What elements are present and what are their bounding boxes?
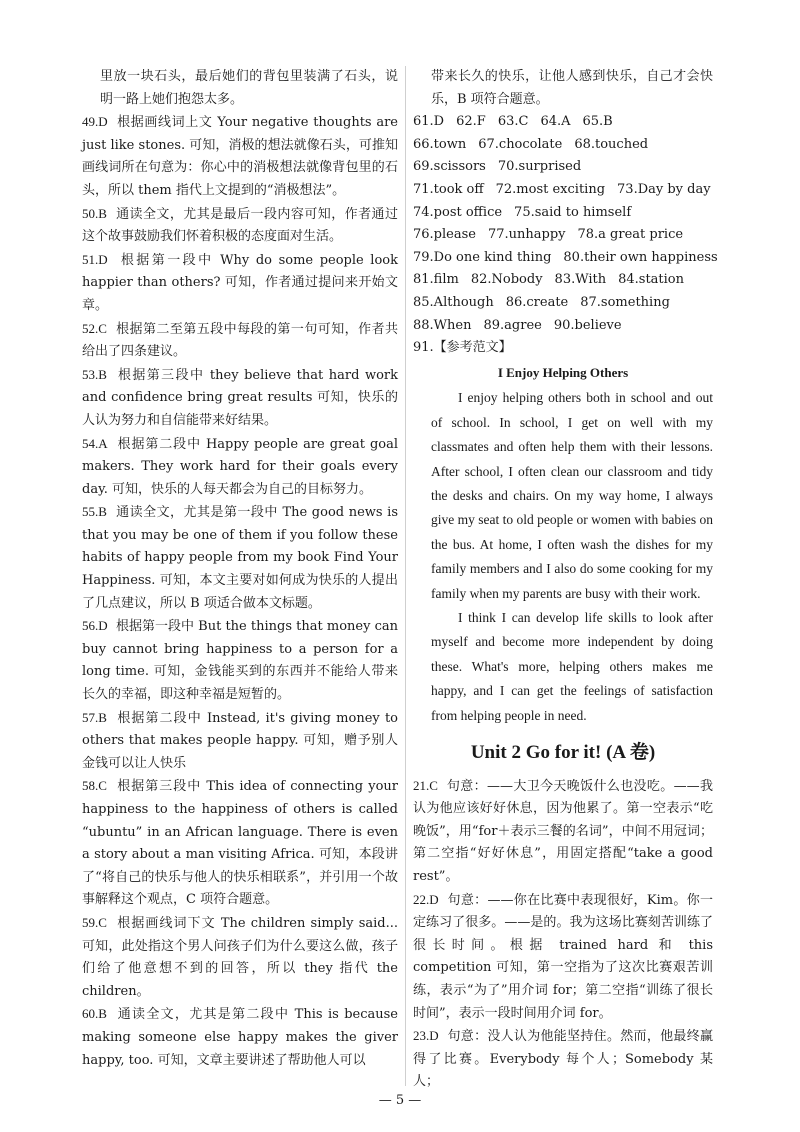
answer-text: 通读全文，尤其是第一段中 The good news is that you may be one of them if you follow these habits of happy people from my book Find Your Happiness. 可知，本文主要对如何成为快乐的人提出了几点建议，所以 B 项适合做本文标题。 bbox=[82, 505, 398, 611]
answer-key-line bbox=[413, 202, 713, 225]
answer-key: 73.Day by day bbox=[617, 181, 711, 197]
column-divider bbox=[405, 66, 406, 1086]
answer-number: 23.D bbox=[413, 1028, 439, 1044]
answer-number: 22.D bbox=[413, 891, 439, 907]
answer-key: 82.Nobody bbox=[470, 272, 543, 288]
answer-number: 57.B bbox=[82, 709, 107, 725]
page-number: — 5 — bbox=[378, 1093, 422, 1108]
answer-key: 68.touched bbox=[574, 136, 649, 152]
answer-key-line bbox=[413, 134, 713, 157]
answer-key-line bbox=[413, 111, 713, 134]
answer-key-line bbox=[413, 156, 713, 179]
answer-key: 76.please bbox=[413, 227, 476, 243]
answer-item bbox=[82, 364, 398, 433]
answer-key-line bbox=[413, 269, 713, 292]
answer-key: 70.surprised bbox=[497, 159, 582, 175]
answer-item bbox=[82, 111, 398, 202]
answer-item: 里放一块石头，最后她们的背包里装满了石头，说明一路上她们抱怨太多。 bbox=[100, 69, 398, 107]
answer-number: 60.B bbox=[82, 1006, 107, 1022]
answer-key: 62.F bbox=[456, 114, 486, 130]
answer-item bbox=[82, 318, 398, 364]
answer-key: 87.something bbox=[580, 294, 670, 310]
unit-heading: Unit 2 Go for it! (A 卷) bbox=[470, 742, 656, 763]
answer-item bbox=[413, 1025, 713, 1094]
answer-item bbox=[82, 615, 398, 706]
answer-key-line bbox=[413, 179, 713, 202]
answer-key: 79.Do one kind thing bbox=[413, 249, 552, 265]
answer-key: 75.said to himself bbox=[514, 204, 632, 220]
answer-key: 63.C bbox=[497, 114, 529, 130]
answer-item bbox=[82, 203, 398, 249]
answer-key-line bbox=[413, 315, 713, 338]
answer-item bbox=[82, 912, 398, 1003]
answer-key: 65.B bbox=[582, 114, 613, 130]
answer-text: 根据第三段中 This idea of connecting your happiness to the happiness of others is called “ubuntu” in an African language. There is even a story about a man visiting Africa. 可知，本段讲了“将自己的快乐与他人的快乐相联系”，并引用一个故事解释这个观点，C 项符合题意。 bbox=[82, 779, 398, 908]
answer-key: 86.create bbox=[505, 294, 569, 310]
answer-key-line bbox=[413, 247, 718, 270]
answer-item bbox=[82, 433, 398, 502]
answer-key: 80.their own happiness bbox=[563, 249, 718, 265]
answer-key: 61.D bbox=[413, 114, 445, 130]
answer-key: 81.film bbox=[413, 272, 459, 288]
answer-number: 51.D bbox=[82, 251, 108, 267]
answer-number: 59.C bbox=[82, 914, 107, 930]
answer-key: 84.station bbox=[618, 272, 685, 288]
answer-key: 74.post office bbox=[413, 204, 503, 220]
answer-key: 69.scissors bbox=[413, 159, 486, 175]
left-column bbox=[82, 66, 398, 1072]
answer-text: 句意：——大卫今天晚饭什么也没吃。——我认为他应该好好休息，因为他累了。第一空表示“吃晚饭”，用“for＋表示三餐的名词”，中间不用冠词；第二空指“好好休息”，用固定搭配“take a good rest”。 bbox=[413, 778, 713, 884]
answer-number: 55.B bbox=[82, 504, 107, 520]
answer-item bbox=[82, 249, 398, 318]
answer-text: 根据画线词下文 The children simply said... 可知，此处指这个男人问孩子们为什么要这么做，孩子们给了他意想不到的回答，所以 they 指代 the children。 bbox=[82, 915, 398, 999]
answer-key: 89.agree bbox=[483, 317, 542, 333]
answer-key: 67.chocolate bbox=[478, 136, 563, 152]
answer-item bbox=[413, 775, 713, 889]
answer-key-list bbox=[413, 111, 718, 337]
answer-key: 78.a great price bbox=[577, 227, 684, 243]
answer-number: 58.C bbox=[82, 778, 107, 794]
answer-text: 根据第一段中 Why do some people look happier than others? 可知，作者通过提问来开始文章。 bbox=[82, 252, 398, 313]
answer-text: 根据第二段中 Happy people are great goal makers. They work hard for their goals every day. 可知，快乐的人每天都会为自己的目标努力。 bbox=[82, 436, 399, 497]
answer-text: 根据第二段中 Instead, it's giving money to others that makes people happy. 可知，赠予别人金钱可以让人快乐 bbox=[82, 710, 399, 771]
answer-key: 90.believe bbox=[553, 317, 622, 333]
answer-item bbox=[82, 775, 398, 912]
essay-body bbox=[413, 386, 713, 728]
answer-key: 66.town bbox=[413, 136, 467, 152]
answer-continuation: 带来长久的快乐，让他人感到快乐，自己才会快乐，B 项符合题意。 bbox=[431, 69, 713, 107]
answer-key: 77.unhappy bbox=[487, 227, 566, 243]
essay-title: I Enjoy Helping Others bbox=[497, 364, 629, 380]
essay-paragraph: I enjoy helping others both in school and out of school. In school, I get on well with my classmates and often help them with their lessons. After school, I often clean our classroom and tidy the desks and chairs. On my way home, I always give my seat to old people or women with babies on the bus. At home, I often wash the dishes for my family members and I also do some cooking for my family when my parents are busy with their work. bbox=[431, 390, 713, 601]
answer-number: 49.D bbox=[82, 114, 108, 130]
answer-item bbox=[82, 707, 398, 776]
answer-text: 根据画线词上文 Your negative thoughts are just like stones. 可知，消极的想法就像石头，可推知画线词所在句意为：你心中的消极想法就像背包里的石头，所以 them 指代上文提到的“消极想法”。 bbox=[82, 115, 399, 198]
answer-number: 21.C bbox=[413, 777, 438, 793]
answer-key: 83.With bbox=[554, 272, 607, 288]
answer-key: 88.When bbox=[413, 317, 472, 333]
answer-text: 通读全文，尤其是最后一段内容可知，作者通过这个故事鼓励我们怀着积极的态度面对生活。 bbox=[82, 206, 398, 245]
answer-key-line bbox=[413, 224, 713, 247]
answer-text: 根据第一段中 But the things that money can buy cannot bring happiness to a person for a long time. 可知，金钱能买到的东西并不能给人带来长久的幸福，即这种幸福是短暂的。 bbox=[82, 619, 398, 703]
answer-item bbox=[413, 889, 713, 1026]
answer-number: 56.D bbox=[82, 618, 108, 634]
answer-key: 71.took off bbox=[413, 181, 484, 197]
answer-text: 根据第三段中 they believe that hard work and confidence bring great results 可知，快乐的人认为努力和自信能带来好结果。 bbox=[82, 367, 398, 428]
answer-item bbox=[82, 501, 398, 615]
answer-text: 句意：没人认为他能坚持住。然而，他最终赢得了比赛。Everybody 每个人；Somebody 某人； bbox=[413, 1029, 713, 1090]
right-column bbox=[413, 66, 718, 1094]
answer-text: 根据第二至第五段中每段的第一句可知，作者共给出了四条建议。 bbox=[82, 321, 398, 360]
answer-text: 句意：——你在比赛中表现很好，Kim。你一定练习了很多。——是的。我为这场比赛刻苦训练了很长时间。根据 trained hard 和 this competition 可知，第一空指为了这次比赛艰苦训练，表示“为了”用介词 for；第二空指“训练了很长时间”，表示一段时间用介词 for。 bbox=[413, 892, 713, 1021]
answer-number: 53.B bbox=[82, 366, 107, 382]
answer-number: 54.A bbox=[82, 435, 108, 451]
answer-key: 72.most exciting bbox=[495, 181, 606, 197]
answer-number: 52.C bbox=[82, 320, 107, 336]
answer-item bbox=[82, 1003, 398, 1072]
answer-key-line bbox=[413, 292, 713, 315]
answer-text: 通读全文，尤其是第二段中 This is because making someone else happy makes the giver happy, too. 可知，文章主要讲述了帮助他人可以 bbox=[82, 1007, 398, 1068]
essay-label: 91.【参考范文】 bbox=[413, 340, 512, 356]
essay-paragraph: I think I can develop life skills to look after myself and become more independent by doing these. What's more, helping others makes me happy, and I can get the feelings of satisfaction from helping people in need. bbox=[431, 609, 713, 723]
answer-number: 50.B bbox=[82, 205, 107, 221]
answer-key: 64.A bbox=[540, 114, 571, 130]
answer-key: 85.Although bbox=[413, 294, 494, 310]
